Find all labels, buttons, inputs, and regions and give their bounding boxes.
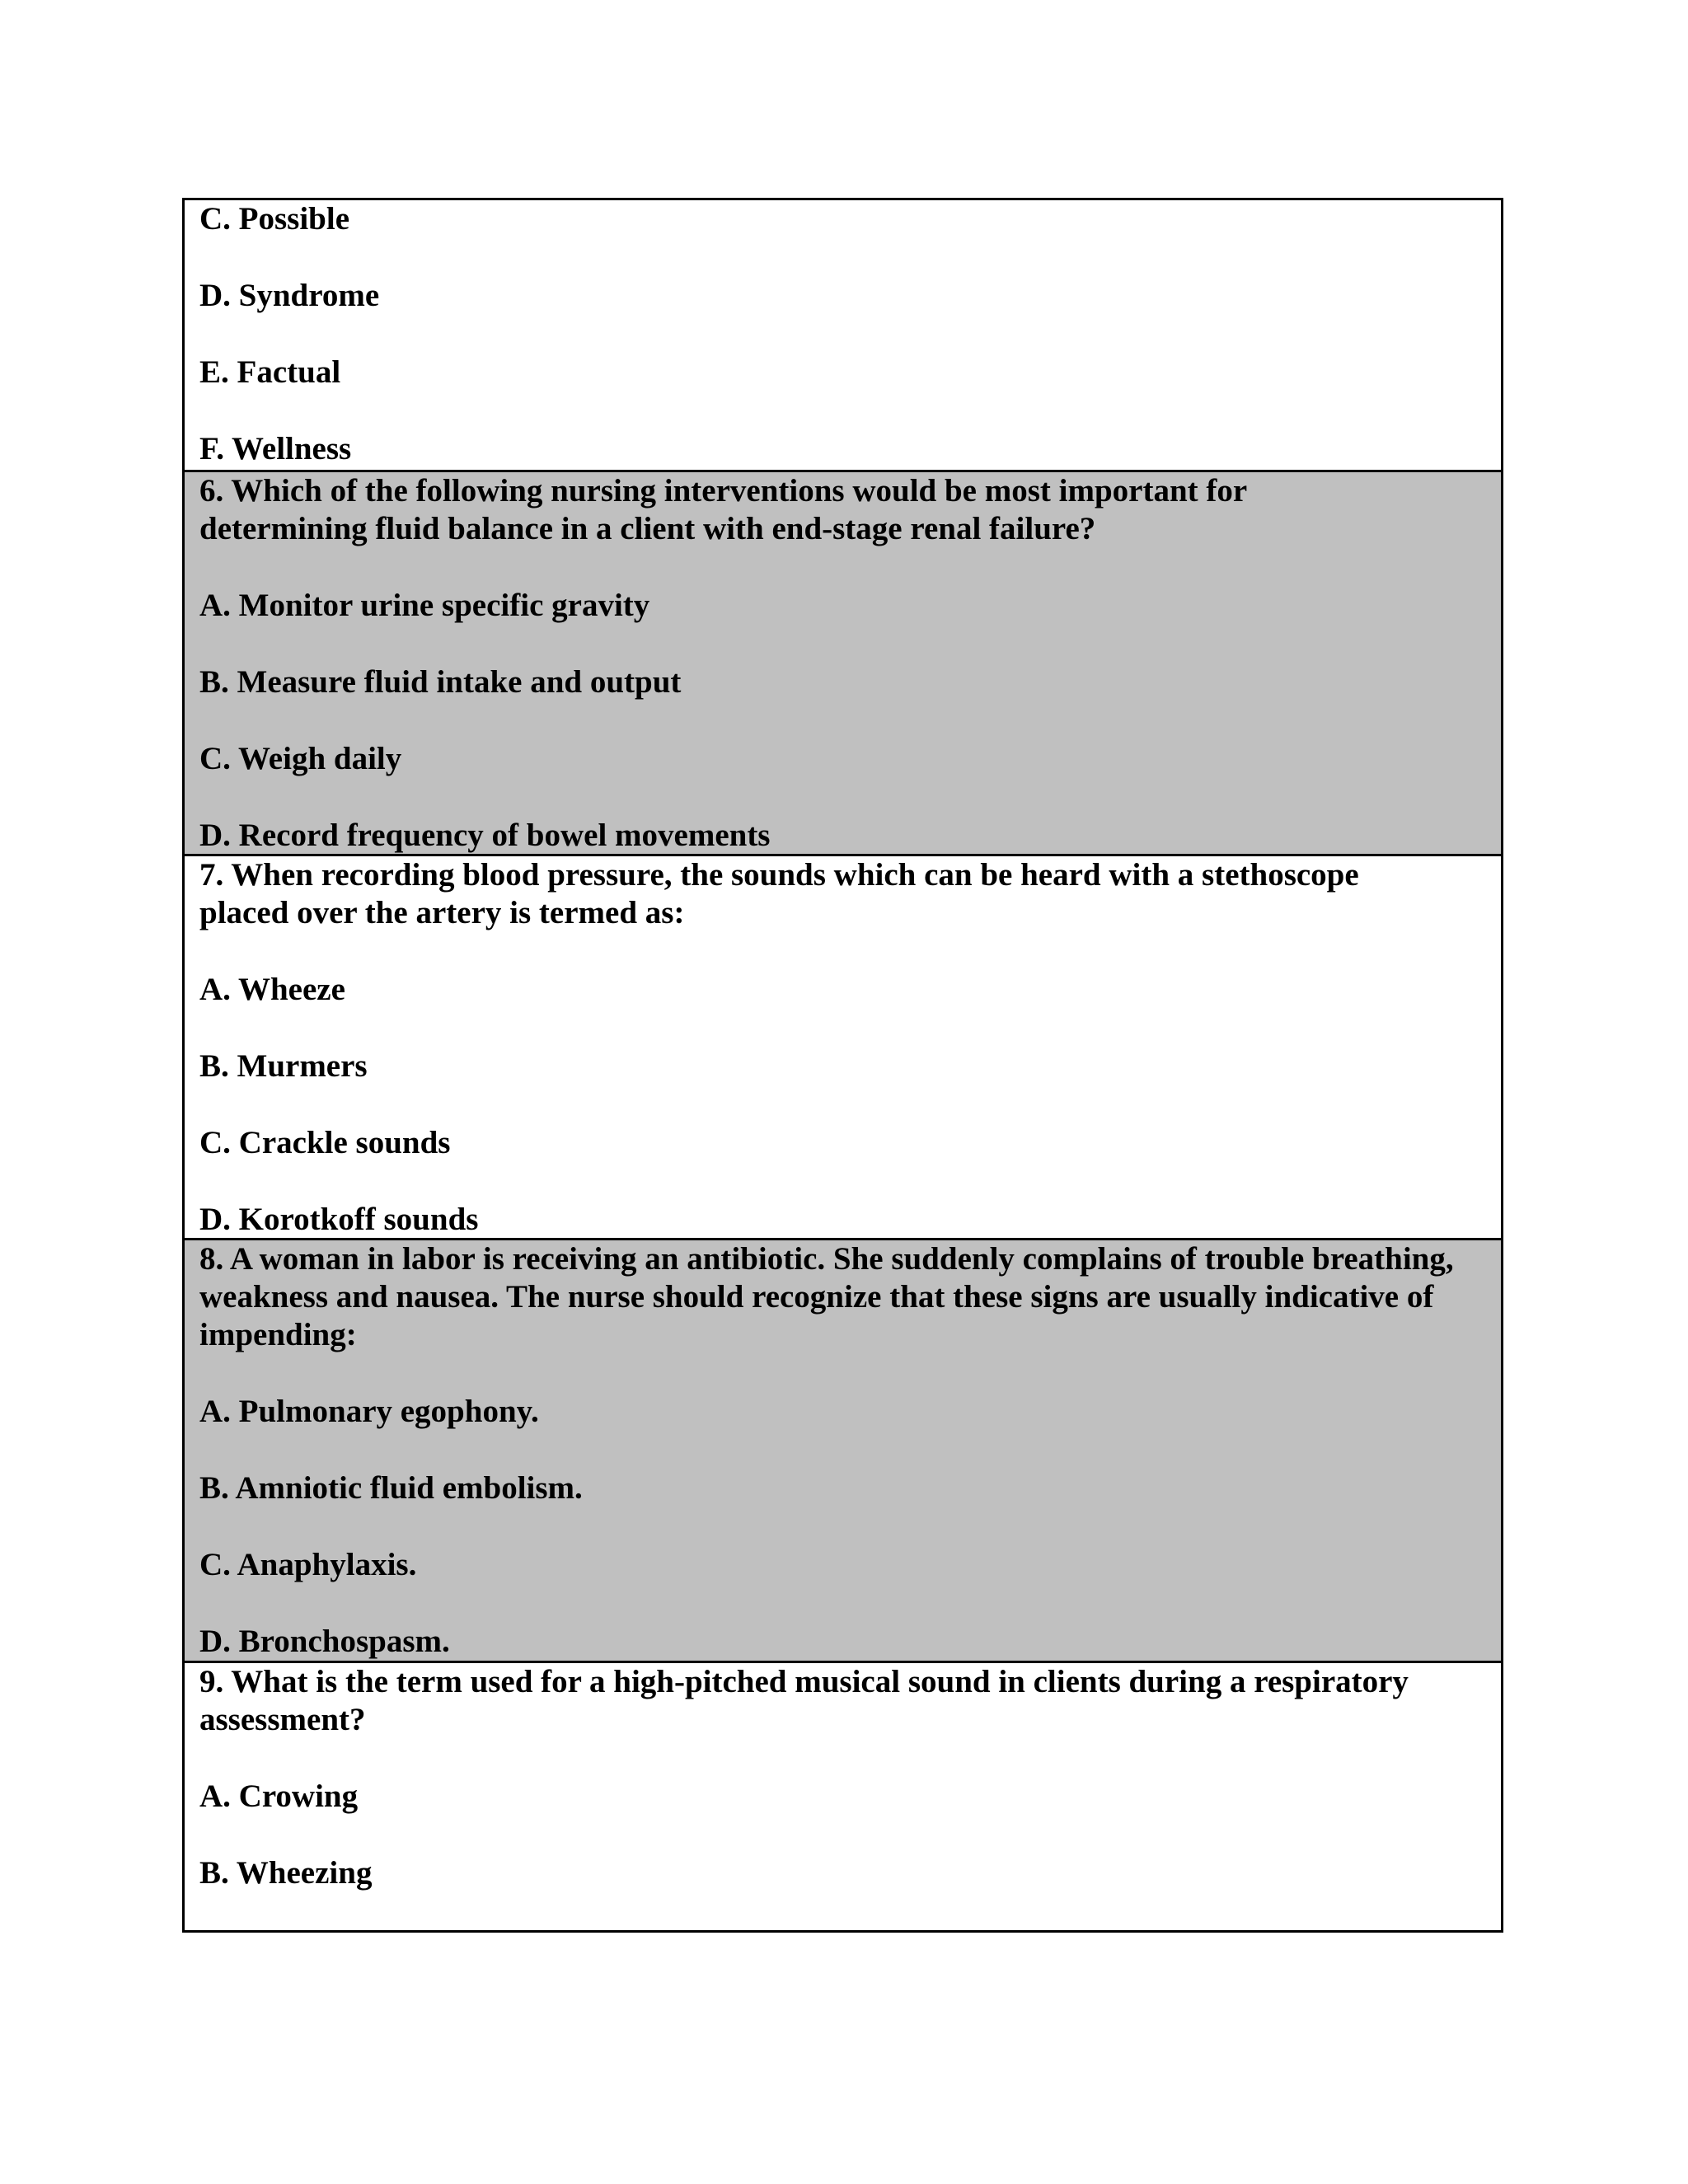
q8-option-d: D. Bronchospasm. — [199, 1624, 450, 1659]
q8-option-c: C. Anaphylaxis. — [199, 1547, 417, 1582]
q9-option-b: B. Wheezing — [199, 1855, 373, 1891]
question-8-cell — [185, 1238, 1501, 1661]
q7-option-c: C. Crackle sounds — [199, 1125, 451, 1160]
q7-option-a: A. Wheeze — [199, 972, 345, 1007]
q8-question-text: 8. A woman in labor is receiving an antibiotic. She suddenly complains of trouble breathing, weakness and nausea. The nurse should recognize that these signs are usually indicative of impending: — [199, 1241, 1454, 1352]
question-table — [182, 198, 1503, 1933]
q5-option-c: C. Possible — [199, 201, 350, 237]
q7-option-d: D. Korotkoff sounds — [199, 1202, 479, 1237]
q6-question-text: 6. Which of the following nursing interventions would be most important for determining fluid balance in a client with end-stage renal failure? — [199, 473, 1247, 546]
q7-option-b: B. Murmers — [199, 1048, 368, 1084]
question-6-cell — [185, 470, 1501, 854]
q6-option-a: A. Monitor urine specific gravity — [199, 588, 650, 623]
q5-option-d: D. Syndrome — [199, 278, 380, 313]
q6-option-b: B. Measure fluid intake and output — [199, 664, 682, 700]
q8-option-a: A. Pulmonary egophony. — [199, 1394, 539, 1429]
q6-option-d: D. Record frequency of bowel movements — [199, 818, 771, 853]
q6-option-c: C. Weigh daily — [199, 741, 402, 776]
question-7-cell — [185, 854, 1501, 1238]
question-9-cell — [185, 1661, 1501, 1930]
q9-question-text: 9. What is the term used for a high-pitched musical sound in clients during a respiratory assessment? — [199, 1664, 1409, 1737]
q5-option-e: E. Factual — [199, 354, 341, 390]
question-5-continued-cell — [185, 200, 1501, 470]
q5-option-f: F. Wellness — [199, 431, 352, 466]
q7-question-text: 7. When recording blood pressure, the sounds which can be heard with a stethoscope placed over the artery is termed as: — [199, 857, 1359, 930]
q9-option-a: A. Crowing — [199, 1779, 359, 1814]
q8-option-b: B. Amniotic fluid embolism. — [199, 1470, 583, 1506]
